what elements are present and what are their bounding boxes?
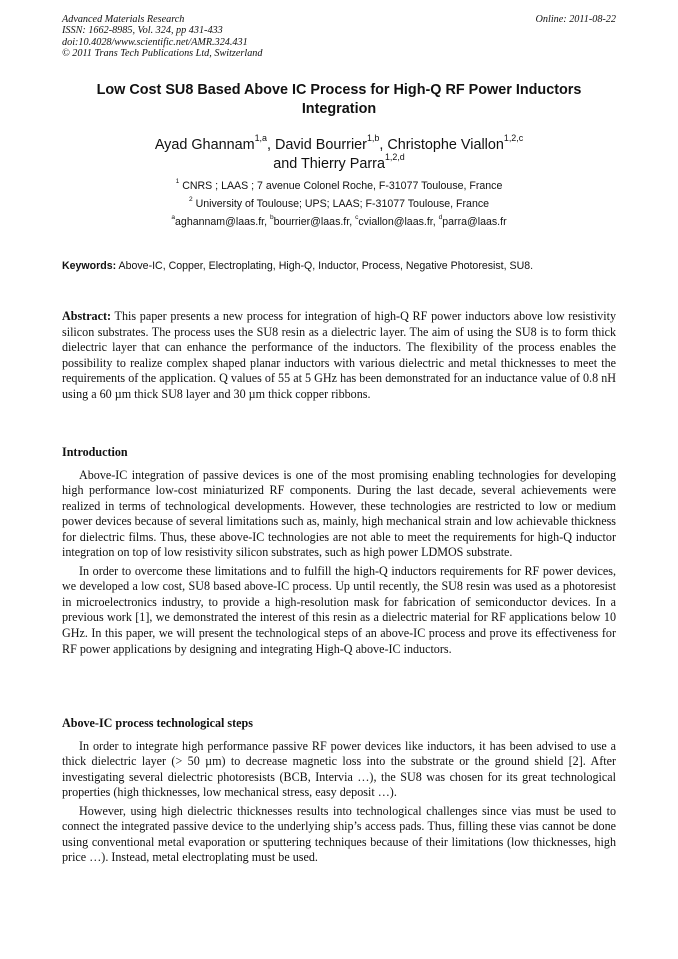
email-bourrier[interactable]: bourrier@laas.fr, bbox=[273, 216, 356, 228]
journal-header bbox=[62, 14, 616, 59]
email-ghannam[interactable]: aghannam@laas.fr, bbox=[175, 216, 271, 228]
copyright-line: © 2011 Trans Tech Publications Ltd, Switzerland bbox=[62, 47, 263, 59]
email-c-mark: c bbox=[355, 214, 359, 222]
author-bourrier: , David Bourrier bbox=[266, 137, 367, 153]
abstract bbox=[62, 309, 616, 402]
keywords bbox=[62, 260, 616, 273]
author-ghannam-affil: 1,a bbox=[254, 133, 267, 144]
process-steps-section bbox=[62, 716, 616, 866]
abstract-label: Abstract: bbox=[62, 309, 112, 323]
author-list bbox=[62, 133, 616, 174]
affiliation-2 bbox=[62, 198, 616, 211]
introduction-paragraph-2: In order to overcome these limitations and to fulfill the high-Q inductors requirements for RF power devices, we developed a low cost, SU8 based above-IC process. Up until recently, the SU8 resin was used as a photoresist in microelectronics industry, to provide a high-resolution mask for fabrication of semiconductor devices. In a previous work [1], we demonstrated the interest of this resin as a dielectric material for RF applications below 10 GHz. In this paper, we will present the technological steps of an above-IC process and prove its effectiveness for RF power applications by designing and integrating High-Q above-IC inductors. bbox=[62, 563, 616, 656]
author-viallon: , Christophe Viallon bbox=[379, 137, 504, 153]
introduction-heading: Introduction bbox=[62, 445, 128, 459]
online-date: Online: 2011-08-22 bbox=[535, 14, 616, 25]
affiliation-1 bbox=[62, 180, 616, 193]
author-line-1 bbox=[62, 133, 616, 155]
introduction-section bbox=[62, 445, 616, 657]
introduction-paragraph-1: Above-IC integration of passive devices is one of the most promising enabling technologies for developing high performance low-cost miniaturized RF components. During the last decade, several achievements were realized in terms of technological developments. However, these technologies are restricted to low or medium power devices because of several limitations such as, mainly, high mechanical strain and low achievable thickness for dielectric films. Thus, these above-IC technologies are not able to meet the requirements for high-Q inductor integration on top of low resistivity silicon substrates, such as high power LDMOS substrate. bbox=[62, 467, 616, 560]
author-bourrier-affil: 1,b bbox=[366, 133, 380, 144]
issn-line: ISSN: 1662-8985, Vol. 324, pp 431-433 bbox=[62, 25, 223, 37]
email-d-mark: d bbox=[438, 214, 443, 222]
email-parra[interactable]: parra@laas.fr bbox=[442, 216, 507, 228]
process-steps-paragraph-2: However, using high dielectric thicknesses results into technological challenges since vias must be used to connect the integrated passive device to the underlying ship’s access pads. Thus, filling these vias cannot be done using conventional metal evaporation or sputtering techniques because of their limitations (low thicknesses, high price …). Instead, metal electroplating must be used. bbox=[62, 803, 616, 865]
affiliation-2-number: 2 bbox=[188, 196, 193, 204]
email-b-mark: b bbox=[270, 214, 274, 222]
email-list bbox=[62, 216, 616, 229]
keywords-label: Keywords: bbox=[62, 260, 117, 272]
email-a-mark: a bbox=[171, 214, 176, 222]
affiliation-2-text: University of Toulouse; UPS; LAAS; F-31077 Toulouse, France bbox=[195, 198, 490, 210]
email-viallon[interactable]: cviallon@laas.fr, bbox=[358, 216, 439, 228]
author-line-2 bbox=[62, 152, 616, 174]
affiliation-1-text: CNRS ; LAAS ; 7 avenue Colonel Roche, F-31077 Toulouse, France bbox=[182, 180, 503, 192]
journal-name: Advanced Materials Research bbox=[62, 14, 185, 25]
title-line-2: Integration bbox=[301, 101, 377, 117]
keywords-text: Above-IC, Copper, Electroplating, High-Q, Inductor, Process, Negative Photoresist, SU8. bbox=[116, 260, 534, 272]
title-line-1: Low Cost SU8 Based Above IC Process for High-Q RF Power Inductors bbox=[96, 82, 582, 98]
abstract-text: This paper presents a new process for integration of high-Q RF power inductors above low resistivity silicon substrates. The process uses the SU8 resin as a dielectric layer. The aim of using the SU8 is to form thick dielectric layer that can enhance the performance of the inductors. The flexibility of the process enables the possibility to realize complex shaped planar inductors with various dielectric and metal thicknesses to meet the requirements of the application. Q values of 55 at 5 GHz has been demonstrated for an inductance value of 0.8 nH using a 60 µm thick SU8 layer and 30 µm thick copper ribbons. bbox=[62, 309, 616, 401]
paper-title bbox=[62, 81, 616, 119]
author-ghannam: Ayad Ghannam bbox=[154, 137, 255, 153]
author-viallon-affil: 1,2,c bbox=[503, 133, 524, 144]
process-steps-heading: Above-IC process technological steps bbox=[62, 716, 253, 730]
author-parra: and Thierry Parra bbox=[273, 156, 385, 172]
process-steps-paragraph-1: In order to integrate high performance passive RF power devices like inductors, it has been advised to use a thick dielectric layer (> 50 µm) to decrease magnetic loss into the substrate or the ground shield [2]. After investigating several dielectric photoresists (BCB, Intervia …), the SU8 was chosen for its great technological properties (high thicknesses, low mechanical stress, easy deposit …). bbox=[62, 738, 616, 800]
author-parra-affil: 1,2,d bbox=[384, 152, 405, 163]
affiliation-1-number: 1 bbox=[175, 178, 180, 186]
doi-line: doi:10.4028/www.scientific.net/AMR.324.431 bbox=[62, 36, 248, 48]
